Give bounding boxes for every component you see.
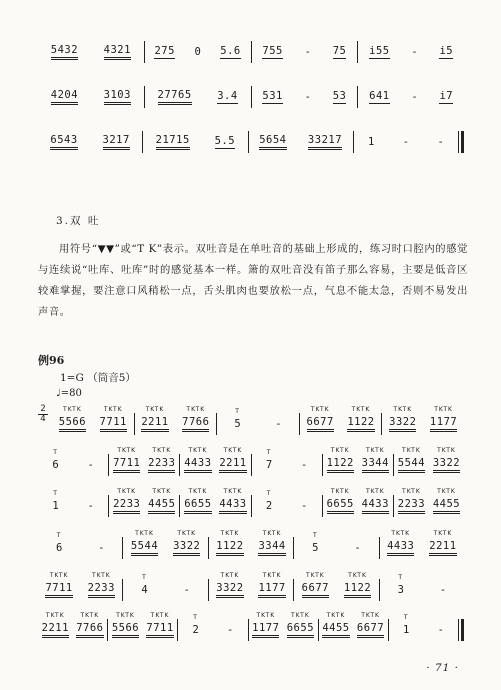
bar <box>323 449 393 481</box>
bar <box>38 490 108 522</box>
tonguing-mark: TKTK <box>365 488 385 495</box>
note-group: 75 <box>332 45 347 57</box>
note-group: 2233 TKTK <box>88 582 115 598</box>
bar <box>358 81 464 113</box>
note-group: 2211 TKTK <box>219 457 246 473</box>
dash: - <box>402 136 410 148</box>
bar <box>209 574 293 606</box>
tonguing-mark: TKTK <box>402 488 421 495</box>
bar <box>123 532 207 564</box>
note-group: 3322 TKTK <box>216 582 243 598</box>
example-row-5 <box>38 574 464 606</box>
bar <box>323 490 393 522</box>
tonguing-mark: TKTK <box>223 488 243 495</box>
note-group: 2211 TKTK <box>141 416 168 432</box>
note-group: 6655 TKTK <box>287 622 314 638</box>
example-title: 例96 <box>38 354 65 367</box>
bar <box>294 532 378 564</box>
tonguing-mark: TKTK <box>80 612 100 619</box>
tonguing-mark: TKTK <box>186 406 206 413</box>
page-number: · 71 · <box>426 662 459 674</box>
note-group: 755 <box>262 45 283 57</box>
tonguing-mark: TKTK <box>393 406 413 413</box>
note: 3 T <box>397 574 404 596</box>
bar <box>249 614 318 646</box>
note-group: 4455 TKTK <box>433 498 460 514</box>
note-group: 1177 TKTK <box>258 582 285 598</box>
note-group: 3344 TKTK <box>258 540 285 556</box>
bar <box>180 449 250 481</box>
bar <box>52 408 134 440</box>
tonguing-mark: TKTK <box>63 406 82 413</box>
note-group: 5566 TKTK <box>59 416 86 432</box>
bar <box>38 574 122 606</box>
tonguing-mark: T <box>398 574 404 581</box>
note-group: 3217 <box>103 134 130 150</box>
tonguing-mark: T <box>235 408 240 415</box>
tonguing-mark: TKTK <box>91 572 111 579</box>
note-group: 4433 TKTK <box>219 498 246 514</box>
bar <box>354 126 458 158</box>
note-group: 1122 TKTK <box>347 416 374 432</box>
note-group: 3322 TKTK <box>389 416 416 432</box>
note-group: 6677 TKTK <box>302 582 329 598</box>
note-group: 2233 TKTK <box>113 498 140 514</box>
bar <box>358 36 464 68</box>
bar <box>108 614 177 646</box>
final-barline <box>458 131 464 153</box>
tempo-mark: ♩=80 <box>56 388 82 399</box>
note-group: 3322 TKTK <box>173 540 200 556</box>
note-group: 3344 TKTK <box>362 457 389 473</box>
bar <box>389 614 458 646</box>
tonguing-mark: T <box>193 614 198 621</box>
bar <box>109 449 179 481</box>
bar <box>252 36 358 68</box>
tonguing-mark: TKTK <box>256 612 276 619</box>
tonguing-mark: TKTK <box>351 406 371 413</box>
tonguing-mark: TKTK <box>262 530 282 537</box>
tonguing-mark: TKTK <box>45 612 65 619</box>
note-group: 5432 <box>51 44 78 60</box>
example-row-2 <box>38 449 464 481</box>
dash: - <box>411 46 418 58</box>
tonguing-mark: TKTK <box>434 406 453 413</box>
note: 2 T <box>192 614 199 636</box>
time-sig-numerator: 2 <box>38 405 48 415</box>
bar <box>180 490 250 522</box>
bar <box>145 36 251 68</box>
note: 1 <box>367 136 375 148</box>
tonguing-mark: TKTK <box>152 447 172 454</box>
note-group: 53 <box>332 90 347 102</box>
note-group: 6655 TKTK <box>184 498 211 514</box>
note-group: 3103 <box>104 89 131 105</box>
bar <box>394 449 464 481</box>
note-group: 4204 <box>51 89 78 105</box>
note-group: 7766 TKTK <box>182 416 209 432</box>
final-barline <box>458 619 464 641</box>
note-group: 5.6 <box>220 45 241 57</box>
bar <box>380 532 464 564</box>
bar <box>135 408 217 440</box>
bar <box>380 574 464 606</box>
note-group: 2211 TKTK <box>429 540 456 556</box>
section-paragraph: 用符号“▼▼”或“T K”表示。双吐音是在单吐音的基础上形成的，练习时口腔内的感觉与连续说“吐库、吐库”时的感觉基本一样。箫的双吐音没有笛子那么容易，主要是低音区较难掌握，要注意口风稍松一点，舌头肌肉也要放松一点，气息不能太急，否则不易发出声音。 <box>38 243 468 318</box>
tonguing-mark: TKTK <box>330 447 350 454</box>
note-group: 6655 TKTK <box>327 498 354 514</box>
note-group: 4433 TKTK <box>184 457 211 473</box>
note-group: 6677 TKTK <box>307 416 334 432</box>
tonguing-mark: T <box>53 449 58 456</box>
bar <box>382 408 464 440</box>
bar <box>123 574 207 606</box>
note-group: 1177 TKTK <box>430 416 457 432</box>
tonguing-mark: TKTK <box>188 488 208 495</box>
example-row-1 <box>52 408 464 440</box>
note-group: 7711 TKTK <box>45 582 72 598</box>
tonguing-mark: TKTK <box>117 447 137 454</box>
note-group: 641 <box>369 90 390 102</box>
dash: - <box>411 91 418 103</box>
note-group: 7711 TKTK <box>113 457 140 473</box>
note: 5 T <box>312 532 319 554</box>
bar <box>145 81 251 113</box>
note-group: 1177 TKTK <box>252 622 279 638</box>
note-group: 1122 TKTK <box>216 540 243 556</box>
note-group: 5544 TKTK <box>398 457 425 473</box>
tonguing-mark: TKTK <box>116 612 135 619</box>
bar <box>249 126 353 158</box>
tonguing-mark: T <box>56 532 62 539</box>
note-group: 6543 <box>50 134 77 150</box>
dash: - <box>275 418 282 430</box>
note-group: 7766 TKTK <box>76 622 103 638</box>
tonguing-mark: TKTK <box>402 447 421 454</box>
note-group: 531 <box>262 90 283 102</box>
dash: - <box>304 46 311 58</box>
note-group: i7 <box>439 90 454 102</box>
tonguing-mark: T <box>266 490 272 497</box>
dash: - <box>300 459 308 471</box>
tonguing-mark: TKTK <box>220 572 240 579</box>
dash: - <box>437 624 444 636</box>
tonguing-mark: TKTK <box>49 572 69 579</box>
note-group: 2211 TKTK <box>42 622 69 638</box>
tonguing-mark: T <box>142 574 147 581</box>
note-group: 5544 TKTK <box>131 540 158 556</box>
tonguing-mark: TKTK <box>433 530 453 537</box>
tonguing-mark: TKTK <box>177 530 197 537</box>
note: 0 <box>194 46 201 58</box>
note-group: 1122 TKTK <box>327 457 354 473</box>
tonguing-mark: TKTK <box>361 612 380 619</box>
tonguing-mark: T <box>53 490 58 497</box>
dash: - <box>183 584 190 596</box>
bar <box>394 490 464 522</box>
note: 6 T <box>52 449 59 471</box>
tonguing-mark: TKTK <box>262 572 282 579</box>
note-group: 2233 TKTK <box>398 498 425 514</box>
tonguing-mark: TKTK <box>365 447 385 454</box>
bar <box>109 490 179 522</box>
bar <box>143 126 247 158</box>
tonguing-mark: TKTK <box>437 488 456 495</box>
dash: - <box>227 624 234 636</box>
key-signature: 1=G （筒音5） <box>60 372 136 384</box>
tonguing-mark: TKTK <box>391 530 411 537</box>
tonguing-mark: T <box>312 532 318 539</box>
dash: - <box>354 542 361 554</box>
tonguing-mark: TKTK <box>103 406 123 413</box>
tonguing-mark: TKTK <box>135 530 154 537</box>
note-group: 4455 TKTK <box>148 498 175 514</box>
note-group: 3.4 <box>217 90 238 102</box>
note-group: 275 <box>154 45 175 57</box>
bar <box>38 532 122 564</box>
note-group: 4433 TKTK <box>387 540 414 556</box>
dash: - <box>87 500 94 512</box>
dash: - <box>87 459 94 471</box>
score-row-2 <box>38 81 464 113</box>
note: 4 T <box>141 574 148 596</box>
note-group: 1122 TKTK <box>344 582 371 598</box>
tonguing-mark: TKTK <box>437 447 456 454</box>
dash: - <box>304 91 311 103</box>
note: 6 T <box>55 532 63 554</box>
tonguing-mark: TKTK <box>220 530 240 537</box>
score-row-3 <box>38 126 464 158</box>
note-group: 33217 <box>308 134 342 150</box>
bar <box>38 449 108 481</box>
bar <box>252 490 322 522</box>
note-group: 7711 TKTK <box>146 622 173 638</box>
note: 1 T <box>402 614 410 636</box>
note-group: i55 <box>369 45 390 57</box>
note-group: 21715 <box>156 134 190 150</box>
dash: - <box>98 542 105 554</box>
note-group: 27765 <box>158 89 192 105</box>
note-group: 2233 TKTK <box>148 457 175 473</box>
dash: - <box>439 584 447 596</box>
bar <box>252 449 322 481</box>
note-group: 5.5 <box>214 135 236 147</box>
tonguing-mark: TKTK <box>152 488 172 495</box>
note-group: 4321 <box>104 44 131 60</box>
tonguing-mark: TKTK <box>326 612 346 619</box>
note: 5 T <box>234 408 241 430</box>
bar <box>38 126 142 158</box>
dash: - <box>437 136 444 148</box>
note-group: 4455 TKTK <box>322 622 349 638</box>
tonguing-mark: T <box>403 614 409 621</box>
tonguing-mark: TKTK <box>305 572 325 579</box>
bar <box>38 81 144 113</box>
score-row-1 <box>38 36 464 68</box>
note-group: i5 <box>439 45 454 57</box>
bar <box>252 81 358 113</box>
note-group: 4433 TKTK <box>362 498 389 514</box>
bar <box>294 574 378 606</box>
bar <box>38 614 107 646</box>
note-group: 5654 <box>259 134 286 150</box>
tonguing-mark: TKTK <box>291 612 310 619</box>
note: 2 T <box>265 490 273 512</box>
tonguing-mark: TKTK <box>330 488 350 495</box>
bar <box>178 614 247 646</box>
example-row-3 <box>38 490 464 522</box>
note: 7 T <box>265 449 273 471</box>
note-group: 7711 TKTK <box>100 416 127 432</box>
time-sig-denominator: 4 <box>40 414 46 424</box>
tonguing-mark: T <box>266 449 272 456</box>
note-group: 6677 TKTK <box>357 622 384 638</box>
tonguing-mark: TKTK <box>150 612 170 619</box>
bar <box>38 36 144 68</box>
bar <box>217 408 299 440</box>
dash: - <box>300 500 308 512</box>
section-heading: 3.双 吐 <box>56 215 101 227</box>
note-group: 5566 TKTK <box>112 622 139 638</box>
tonguing-mark: TKTK <box>348 572 367 579</box>
tonguing-mark: TKTK <box>117 488 137 495</box>
example-row-4 <box>38 532 464 564</box>
bar <box>319 614 388 646</box>
tonguing-mark: TKTK <box>310 406 330 413</box>
tonguing-mark: TKTK <box>223 447 243 454</box>
bar <box>300 408 382 440</box>
bar <box>209 532 293 564</box>
note-group: 3322 TKTK <box>433 457 460 473</box>
example-row-6 <box>38 614 464 646</box>
tonguing-mark: TKTK <box>188 447 208 454</box>
time-signature <box>38 405 48 424</box>
note: 1 T <box>52 490 59 512</box>
tonguing-mark: TKTK <box>145 406 165 413</box>
